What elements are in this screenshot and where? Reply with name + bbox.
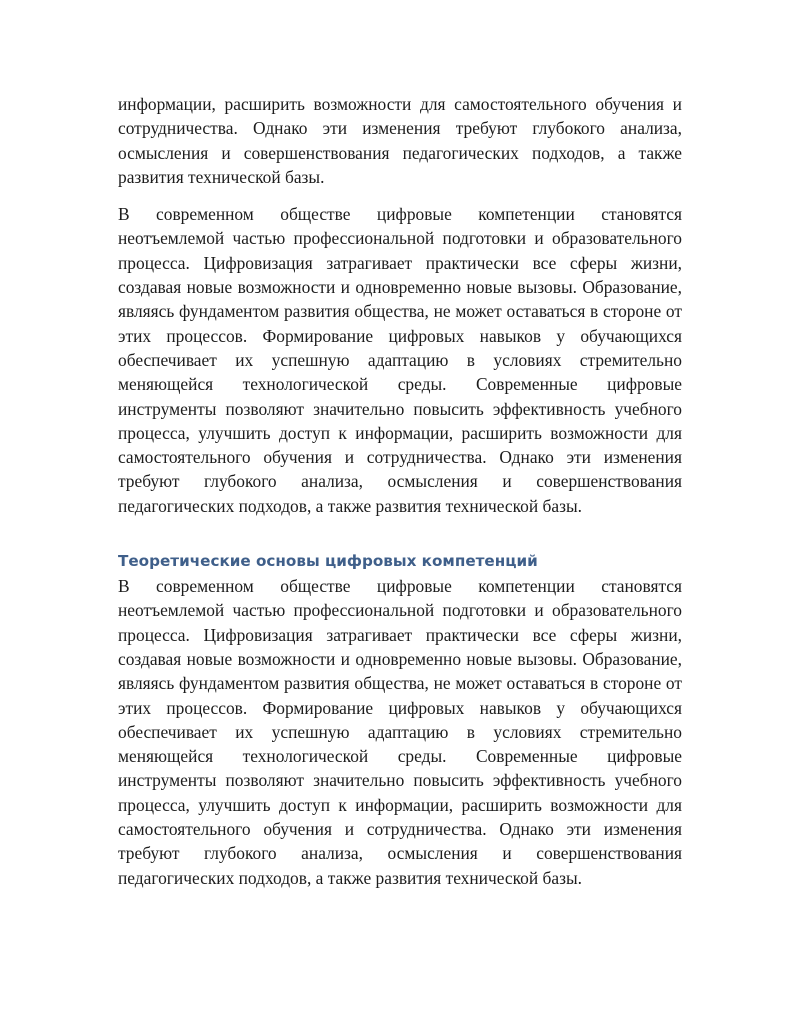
body-paragraph-1: информации, расширить возможности для самостоятельного обучения и сотрудничества. Однако эти изменения требуют глубокого анализа, осмысления и совершенствования педагогических подходов, а также развития технической базы. [118, 94, 682, 187]
document-body [118, 92, 682, 890]
section-heading: Теоретические основы цифровых компетенций [118, 552, 538, 571]
body-paragraph-3: В современном обществе цифровые компетенции становятся неотъемлемой частью профессиональной подготовки и образовательного процесса. Цифровизация затрагивает практически все сферы жизни, создавая новые возможности и одновременно новые вызовы. Образование, являясь фундаментом развития общества, не может оставаться в стороне от этих процессов. Формирование цифровых навыков у обучающихся обеспечивает их успешную адаптацию в условиях стремительно меняющейся технологической среды. Современные цифровые инструменты позволяют значительно повысить эффективность учебного процесса, улучшить доступ к информации, расширить возможности для самостоятельного обучения и сотрудничества. Однако эти изменения требуют глубокого анализа, осмысления и совершенствования педагогических подходов, а также развития технической базы. [118, 576, 682, 888]
body-paragraph-2: В современном обществе цифровые компетенции становятся неотъемлемой частью профессиональной подготовки и образовательного процесса. Цифровизация затрагивает практически все сферы жизни, создавая новые возможности и одновременно новые вызовы. Образование, являясь фундаментом развития общества, не может оставаться в стороне от этих процессов. Формирование цифровых навыков у обучающихся обеспечивает их успешную адаптацию в условиях стремительно меняющейся технологической среды. Современные цифровые инструменты позволяют значительно повысить эффективность учебного процесса, улучшить доступ к информации, расширить возможности для самостоятельного обучения и сотрудничества. Однако эти изменения требуют глубокого анализа, осмысления и совершенствования педагогических подходов, а также развития технической базы. [118, 204, 682, 516]
